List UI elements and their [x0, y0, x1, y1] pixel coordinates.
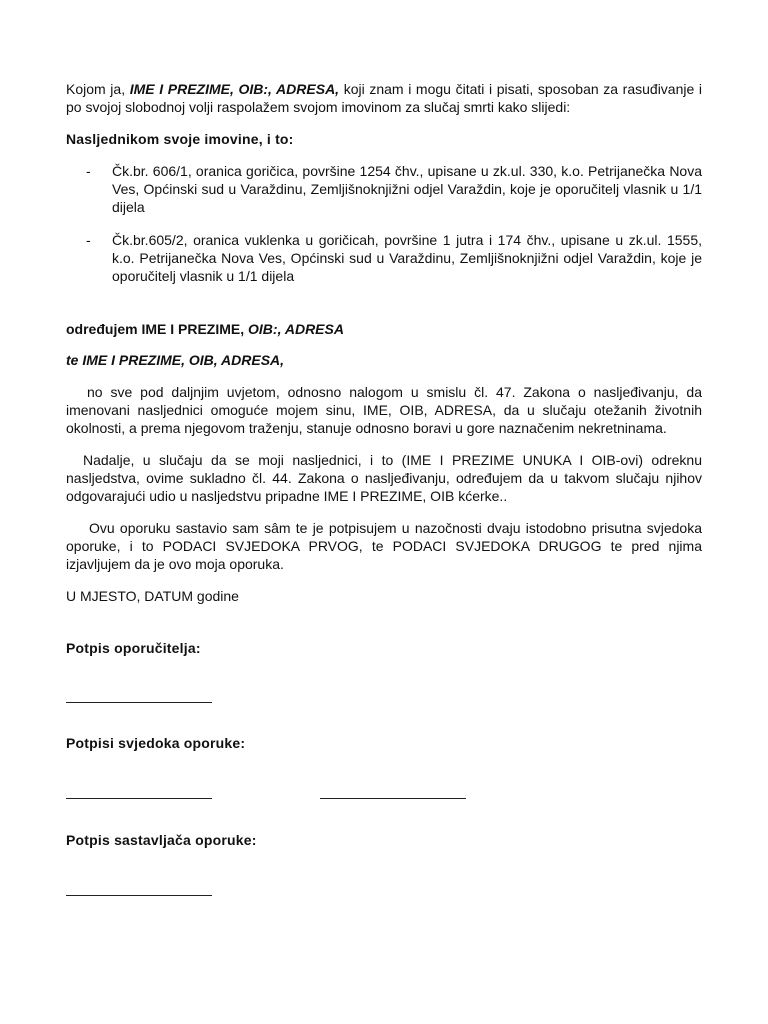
condition-paragraph: no sve pod daljnjim uvjetom, odnosno nalogom u smislu čl. 47. Zakona o nasljeđivanju, da imenovani nasljednici omoguće mojem sinu, IME, OIB, ADRESA, da u slučaju otežanih životnih okolnosti, a prema njegovom traženju, stanuje odnosno boravi u gore naznačenim nekretninama. — [66, 384, 702, 436]
testator-signature-row — [66, 690, 702, 708]
spacer — [66, 657, 702, 690]
testator-signature-line[interactable] — [66, 690, 212, 703]
property-list — [66, 162, 702, 285]
second-heir-line: te IME I PREZIME, OIB, ADRESA, — [66, 352, 285, 368]
list-dash: - — [86, 163, 91, 179]
witness-2-signature-line[interactable] — [320, 786, 466, 799]
spacer — [66, 708, 702, 734]
witness-paragraph: Ovu oporuku sastavio sam sâm te je potpisujem u nazočnosti dvaju istodobno prisutna svjedoka oporuke, i to PODACI SVJEDOKA PRVOG, te PODACI SVJEDOKA DRUGOG te pred njima izjavljujem da je ovo moja oporuka. — [66, 520, 702, 572]
property-item-text: Čk.br. 606/1, oranica goričica, površine 1254 čhv., upisane u zk.ul. 330, k.o. Petrijanečka Nova Ves, Općinski sud u Varaždinu, Zemljišnoknjižni odjel Varaždin, koje je oporučitelj vlasnik u 1/1 dijela — [112, 163, 702, 215]
witness-1-signature-line[interactable] — [66, 786, 212, 799]
property-item-2 — [66, 231, 702, 285]
spacer — [66, 300, 702, 320]
testator-signature-label: Potpis oporučitelja: — [66, 640, 201, 656]
designate-line — [66, 320, 702, 338]
intro-paragraph — [66, 80, 702, 116]
spacer — [66, 752, 702, 786]
witnesses-signature-label: Potpisi svjedoka oporuke: — [66, 735, 246, 751]
drafter-signature-label: Potpis sastavljača oporuke: — [66, 832, 257, 848]
spacer — [66, 804, 702, 831]
place-date-line: U MJESTO, DATUM godine — [66, 588, 239, 604]
designate-text: određujem IME I PREZIME, — [66, 321, 249, 337]
property-item-text: Čk.br.605/2, oranica vuklenka u goričicah, površine 1 jutra i 174 čhv., upisane u zk.ul. 1555, k.o. Petrijanečka Nova Ves, Općinski sud u Varaždinu, Zemljišnoknjižni odjel Varaždin, koje je oporučitelj vlasnik u 1/1 dijela — [112, 232, 702, 284]
intro-text-1: Kojom ja, — [66, 81, 130, 97]
designate-oib-address: OIB:, ADRESA — [248, 321, 344, 337]
heirs-heading: Nasljednikom svoje imovine, i to: — [66, 131, 294, 147]
renunciation-paragraph: Nadalje, u slučaju da se moji nasljednici, i to (IME I PREZIME UNUKA I OIB-ovi) odreknu nasljedstva, ovime sukladno čl. 44. Zakona o nasljeđivanju, određujem da u takvom slučaju njihov odgovarajući udio u nasljedstvu pripadne IME I PREZIME, OIB kćerke.. — [66, 452, 702, 504]
witnesses-signature-row — [66, 786, 702, 804]
property-item-1 — [66, 162, 702, 216]
intro-testator-placeholder: IME I PREZIME, OIB:, ADRESA, — [129, 81, 340, 97]
drafter-signature-row — [66, 883, 702, 901]
spacer — [66, 849, 702, 883]
intro-text-2: koji znam i mogu čitati i pisati, sposoban za rasuđivanje i po svojoj slobodnoj volji raspolažem svojom imovinom za slučaj smrti kako slijedi: — [66, 81, 703, 115]
list-dash: - — [86, 232, 91, 248]
drafter-signature-line[interactable] — [66, 883, 212, 896]
